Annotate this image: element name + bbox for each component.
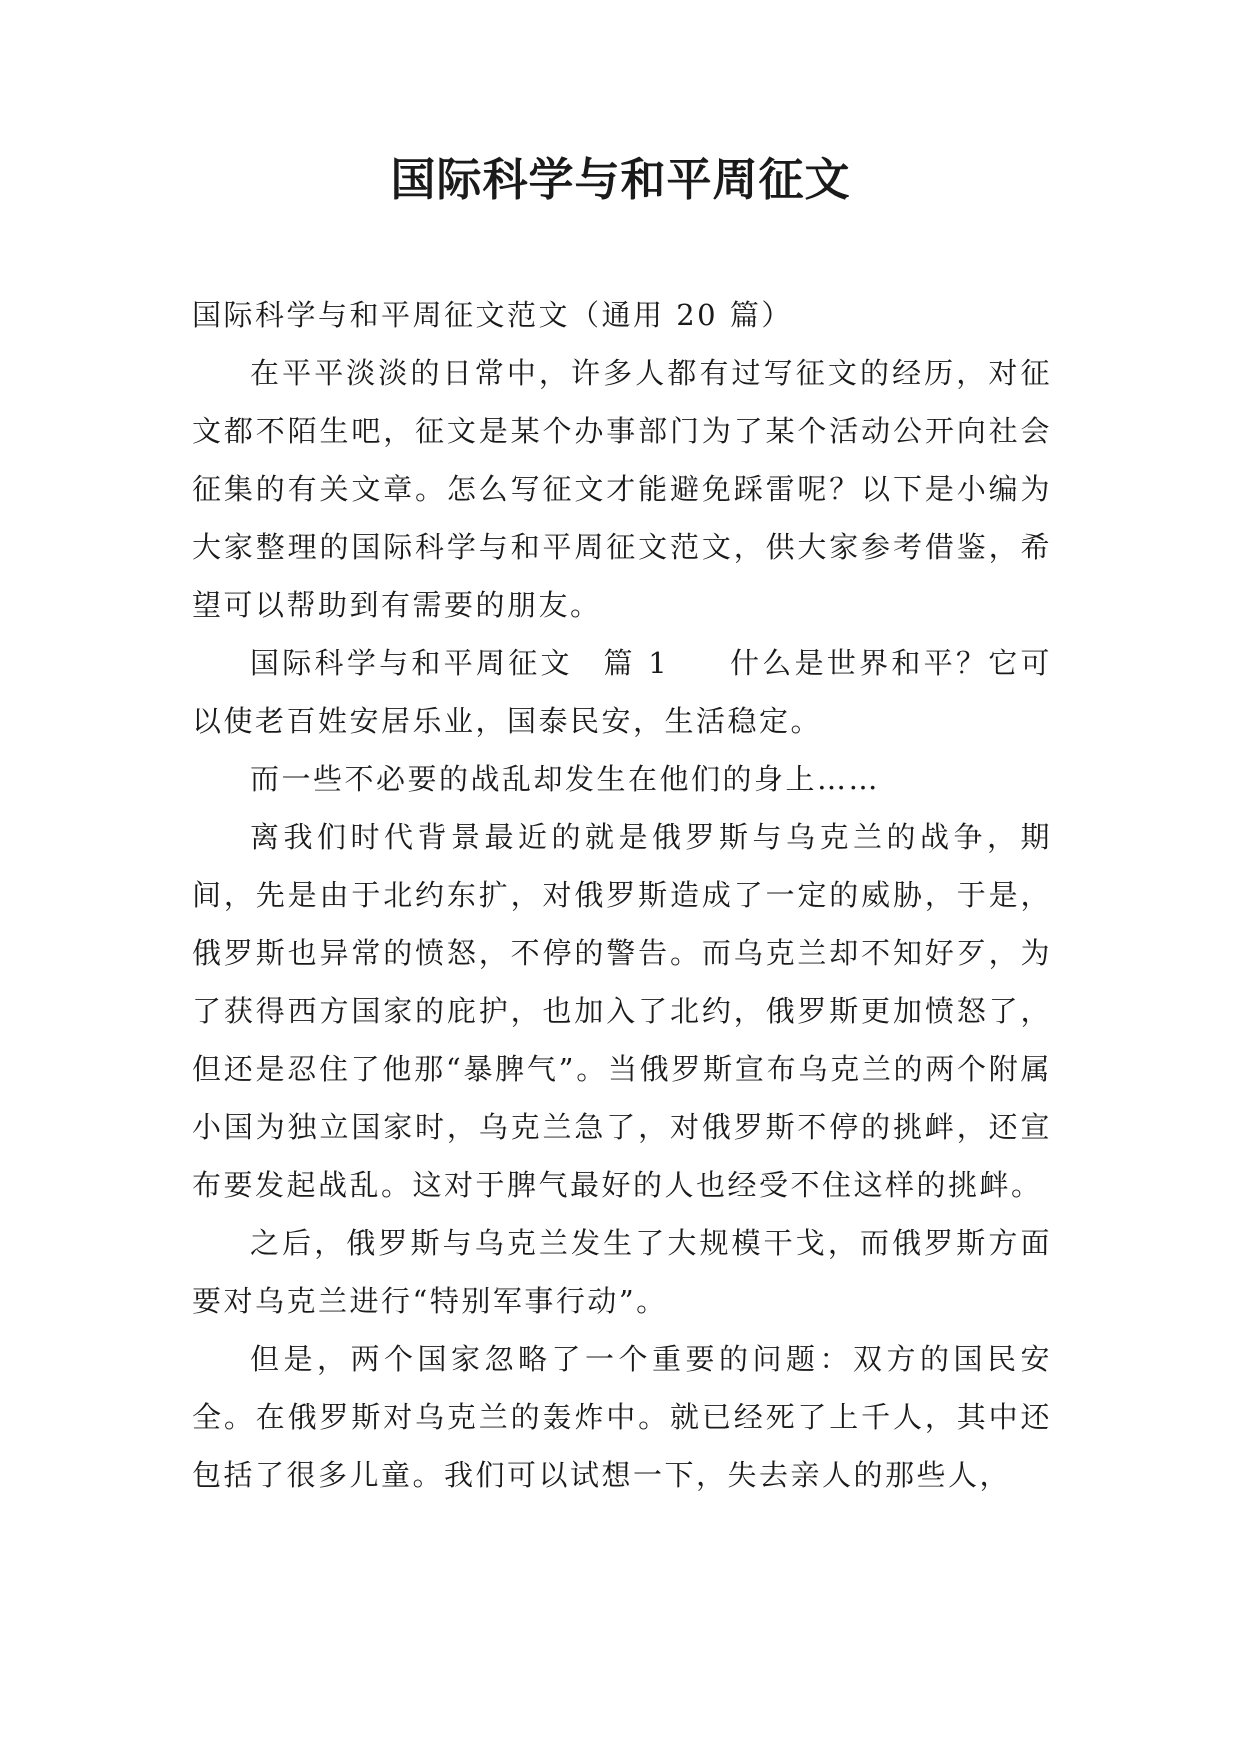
document-title: 国际科学与和平周征文 (390, 153, 851, 206)
intro-paragraph: 在平平淡淡的日常中，许多人都有过写征文的经历，对征文都不陌生吧，征文是某个办事部门为了某个活动公开向社会征集的有关文章。怎么写征文才能避免踩雷呢？以下是小编为大家整理的国际科学与和平周征文范文，供大家参考借鉴，希望可以帮助到有需要的朋友。 (192, 356, 1052, 622)
body-paragraph: 离我们时代背景最近的就是俄罗斯与乌克兰的战争，期间，先是由于北约东扩，对俄罗斯造成了一定的威胁，于是，俄罗斯也异常的愤怒，不停的警告。而乌克兰却不知好歹，为了获得西方国家的庇护，也加入了北约，俄罗斯更加愤怒了，但还是忍住了他那“暴脾气”。当俄罗斯宣布乌克兰的两个附属小国为独立国家时，乌克兰急了，对俄罗斯不停的挑衅，还宣布要发起战乱。这对于脾气最好的人也经受不住这样的挑衅。 (192, 820, 1052, 1202)
section-lead: 什么是世界和平？它可以使老百姓安居乐业，国泰民安，生活稳定。 (192, 646, 1052, 738)
section-number: 篇 1 (602, 646, 670, 680)
body-paragraph: 之后，俄罗斯与乌克兰发生了大规模干戈，而俄罗斯方面要对乌克兰进行“特别军事行动”。 (192, 1226, 1052, 1318)
document-subtitle: 国际科学与和平周征文范文（通用 20 篇） (192, 298, 793, 332)
document-body (192, 286, 1052, 1504)
body-paragraph: 但是，两个国家忽略了一个重要的问题：双方的国民安全。在俄罗斯对乌克兰的轰炸中。就已经死了上千人，其中还包括了很多儿童。我们可以试想一下，失去亲人的那些人， (192, 1342, 1052, 1492)
section-heading-paragraph (192, 634, 1052, 750)
section-heading: 国际科学与和平周征文 (250, 646, 573, 680)
body-paragraph: 而一些不必要的战乱却发生在他们的身上…… (250, 762, 881, 796)
